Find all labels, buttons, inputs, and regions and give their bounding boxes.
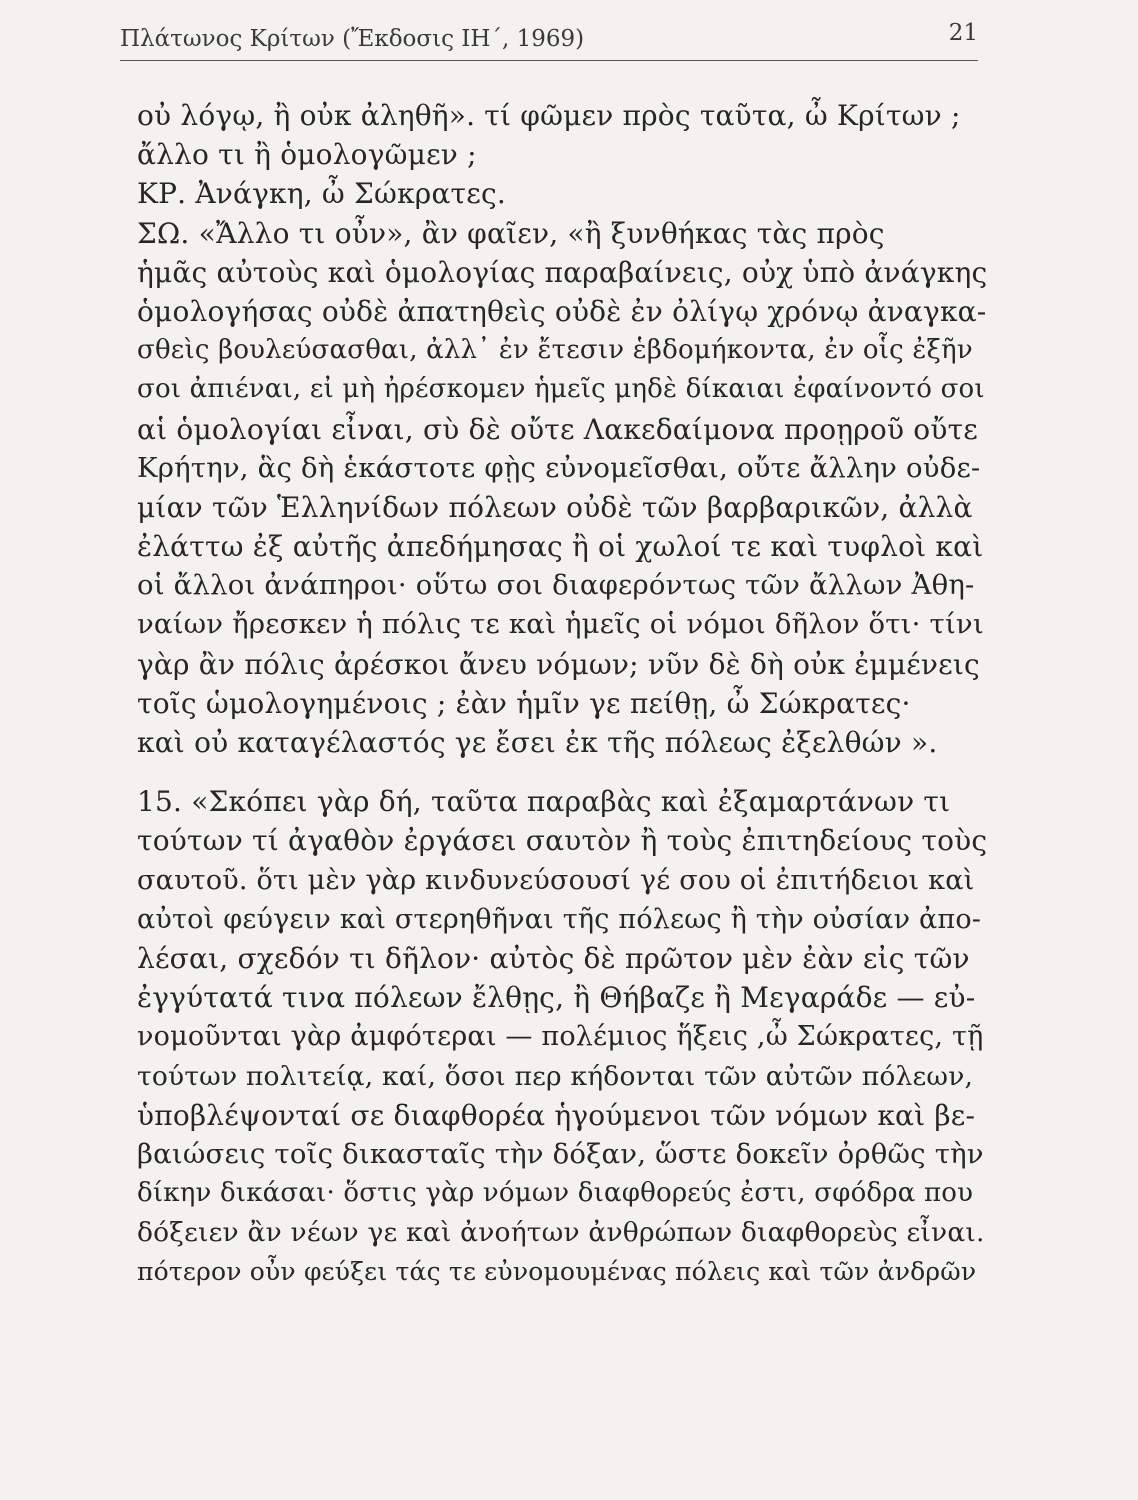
text-line: βαιώσεις τοῖς δικασταῖς τὴν δόξαν, ὥστε δοκεῖν ὀρθῶς τὴν (137, 1137, 984, 1170)
text-line: μίαν τῶν Ἑλληνίδων πόλεων οὐδὲ τῶν βαρβαρικῶν, ἀλλὰ (137, 490, 973, 524)
text-line: δίκην δικάσαι· ὅστις γὰρ νόμων διαφθορεύς ἐστι, σφόδρα που (137, 1178, 974, 1209)
text-line: ἡμᾶς αὐτοὺς καὶ ὁμολογίας παραβαίνεις, οὐχ ὑπὸ ἀνάγκης (137, 255, 988, 289)
text-line: πότερον οὖν φεύξει τάς τε εὐνομουμένας πόλεις καὶ τῶν ἀνδρῶν (137, 1257, 977, 1287)
text-line: ΚΡ. Ἀνάγκη, ὦ Σώκρατες. (137, 177, 506, 211)
page-number: 21 (948, 20, 978, 46)
body-text (137, 96, 987, 1292)
text-line: ὑποβλέψονταί σε διαφθορέα ἡγούμενοι τῶν νόμων καὶ βε- (137, 1098, 976, 1132)
running-head (120, 18, 978, 58)
paragraph (137, 782, 987, 1291)
text-line: γὰρ ἂν πόλις ἀρέσκοι ἄνευ νόμων; νῦν δὲ δὴ οὐκ ἐμμένεις (137, 647, 980, 681)
paragraph (137, 96, 987, 762)
text-line: νομοῦνται γὰρ ἀμφότεραι — πολέμιος ἥξεις ,ὦ Σώκρατες, τῇ (137, 1021, 984, 1053)
text-line: ἐγγύτατά τινα πόλεων ἔλθῃς, ἢ Θήβαζε ἢ Μεγαράδε — εὐ- (137, 981, 976, 1015)
text-line: τούτων τί ἀγαθὸν ἐργάσει σαυτὸν ἢ τοὺς ἐπιτηδείους τοὺς (137, 824, 988, 858)
text-line: καὶ οὐ καταγέλαστός γε ἔσει ἐκ τῆς πόλεως ἐξελθών ». (137, 726, 938, 759)
text-line: σαυτοῦ. ὅτι μὲν γὰρ κινδυνεύσουσί γέ σου οἱ ἐπιτήδειοι καὶ (137, 864, 975, 896)
text-line: αἱ ὁμολογίαι εἶναι, σὺ δὲ οὔτε Λακεδαίμονα προῃροῦ οὔτε (137, 412, 978, 446)
text-line: λέσαι, σχεδόν τι δῆλον· αὐτὸς δὲ πρῶτον μὲν ἐὰν εἰς τῶν (137, 941, 970, 975)
text-line: 15. «Σκόπει γὰρ δή, ταῦτα παραβὰς καὶ ἐξαμαρτάνων τι (137, 785, 951, 819)
text-line: τούτων πολιτείᾳ, καί, ὅσοι περ κήδονται τῶν αὐτῶν πόλεων, (137, 1060, 974, 1092)
text-line: Κρήτην, ἃς δὴ ἑκάστοτε φῂς εὐνομεῖσθαι, οὔτε ἄλλην οὐδε- (137, 451, 981, 484)
running-title: Πλάτωνος Κρίτων (Ἔκδοσις ΙΗ΄, 1969) (120, 26, 585, 52)
text-line: οὐ λόγῳ, ἢ οὐκ ἀληθῆ». τί φῶμεν πρὸς ταῦτα, ὦ Κρίτων ; (137, 99, 961, 132)
text-line: ἐλάττω ἐξ αὐτῆς ἀπεδήμησας ἢ οἱ χωλοί τε καὶ τυφλοὶ καὶ (137, 530, 984, 564)
text-line: ναίων ἤρεσκεν ἡ πόλις τε καὶ ἡμεῖς οἱ νόμοι δῆλον ὅτι· τίνι (137, 608, 984, 641)
text-line: ΣΩ. «Ἄλλο τι οὖν», ἂν φαῖεν, «ἢ ξυνθήκας τὰς πρὸς (137, 216, 885, 250)
header-rule (120, 60, 978, 61)
text-line: αὐτοὶ φεύγειν καὶ στερηθῆναι τῆς πόλεως ἢ τὴν οὐσίαν ἀπο- (137, 903, 982, 935)
text-line: ἄλλο τι ἢ ὁμολογῶμεν ; (137, 138, 477, 172)
text-line: δόξειεν ἂν νέων γε καὶ ἀνοήτων ἀνθρώπων διαφθορεὺς εἶναι. (137, 1217, 985, 1249)
text-line: σθεὶς βουλεύσασθαι, ἀλλ᾽ ἐν ἔτεσιν ἑβδομήκοντα, ἐν οἷς ἐξῆν (137, 335, 973, 366)
text-line: σοι ἀπιέναι, εἰ μὴ ἠρέσκομεν ἡμεῖς μηδὲ δίκαιαι ἐφαίνοντό σοι (137, 374, 985, 405)
text-line: ὁμολογήσας οὐδὲ ἀπατηθεὶς οὐδὲ ἐν ὀλίγῳ χρόνῳ ἀναγκα- (137, 294, 987, 328)
text-line: οἱ ἄλλοι ἀνάπηροι· οὕτω σοι διαφερόντως τῶν ἄλλων Ἀθη- (137, 569, 975, 602)
paragraph-gap (137, 762, 987, 782)
text-line: τοῖς ὡμολογημένοις ; ἐὰν ἡμῖν γε πείθῃ, ὦ Σώκρατες· (137, 686, 911, 720)
